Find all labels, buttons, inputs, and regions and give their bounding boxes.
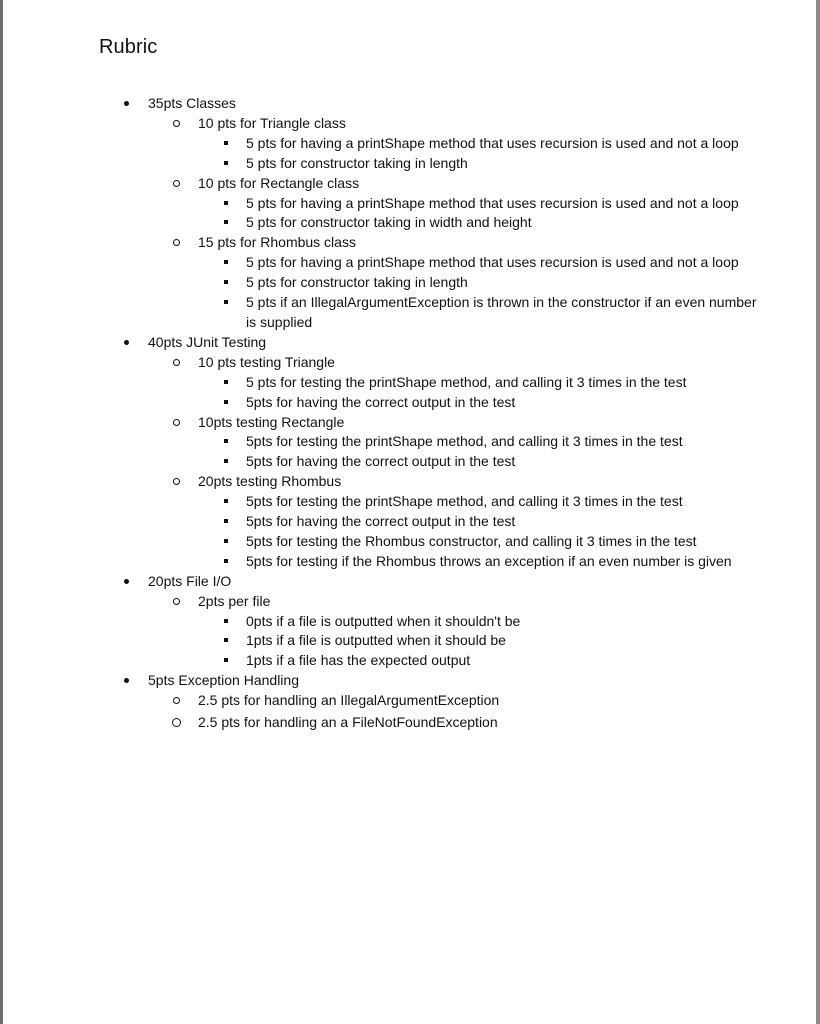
detail-item: [0, 154, 810, 174]
bullet-square-icon: [224, 161, 228, 165]
detail-text: 5pts for testing the printShape method, and calling it 3 times in the test: [246, 433, 683, 450]
detail-item: [0, 213, 810, 233]
criterion-label: 10 pts testing Triangle: [198, 353, 335, 370]
criterion-item: [0, 413, 810, 433]
criterion-item: [0, 174, 810, 194]
section-label: 5pts Exception Handling: [148, 672, 299, 689]
criterion-item: [0, 691, 810, 711]
detail-item: [0, 134, 810, 154]
bullet-disc-icon: [124, 340, 129, 345]
section-item: [0, 671, 810, 691]
criterion-label: 2pts per file: [198, 592, 271, 609]
detail-text: 5pts for having the correct output in the test: [246, 393, 516, 410]
detail-text: 5pts for testing the Rhombus constructor, and calling it 3 times in the test: [246, 532, 697, 549]
bullet-circle-icon: [173, 120, 180, 127]
bullet-circle-icon: [172, 718, 181, 727]
detail-text: 5pts for having the correct output in the test: [246, 513, 516, 530]
bullet-square-icon: [224, 141, 228, 145]
section-label: 20pts File I/O: [148, 572, 232, 589]
bullet-square-icon: [224, 559, 228, 563]
bullet-circle-icon: [173, 180, 180, 187]
bullet-circle-icon: [173, 239, 180, 246]
detail-text: 5 pts for having a printShape method that uses recursion is used and not a loop: [246, 134, 739, 151]
detail-text: 0pts if a file is outputted when it shouldn't be: [246, 612, 521, 629]
bullet-square-icon: [224, 260, 228, 264]
bullet-square-icon: [224, 400, 228, 404]
detail-item: [0, 432, 810, 452]
detail-item: [0, 273, 810, 293]
section-item: [0, 572, 810, 592]
criterion-item: [0, 233, 810, 253]
detail-item: [0, 492, 810, 512]
detail-item: [0, 194, 810, 214]
bullet-square-icon: [224, 280, 228, 284]
rubric-list: [0, 94, 810, 733]
bullet-disc-icon: [124, 101, 129, 106]
detail-text: 5 pts for testing the printShape method, and calling it 3 times in the test: [246, 373, 687, 390]
section-label: 35pts Classes: [148, 95, 236, 111]
criterion-label: 15 pts for Rhombus class: [198, 234, 356, 251]
detail-item: [0, 631, 810, 651]
bullet-square-icon: [224, 201, 228, 205]
bullet-circle-icon: [173, 359, 180, 366]
bullet-circle-icon: [173, 598, 180, 605]
criterion-label: 10pts testing Rectangle: [198, 413, 345, 430]
criterion-item: [0, 472, 810, 492]
bullet-square-icon: [224, 619, 228, 623]
detail-text: 5 pts for having a printShape method that uses recursion is used and not a loop: [246, 194, 739, 211]
bullet-square-icon: [224, 459, 228, 463]
bullet-square-icon: [224, 499, 228, 503]
detail-item: [0, 512, 810, 532]
bullet-circle-icon: [173, 478, 180, 485]
bullet-disc-icon: [124, 678, 129, 683]
bullet-circle-icon: [173, 697, 180, 704]
detail-item: [0, 532, 810, 552]
detail-item: [0, 452, 810, 472]
detail-item: [0, 373, 810, 393]
bullet-square-icon: [224, 220, 228, 224]
detail-text: 5pts for testing if the Rhombus throws an exception if an even number is given: [246, 552, 732, 569]
detail-text: 5 pts for constructor taking in length: [246, 274, 468, 291]
detail-text: 1pts if a file is outputted when it should be: [246, 632, 506, 649]
criterion-item: [0, 114, 810, 134]
bullet-square-icon: [224, 519, 228, 523]
detail-text: 5 pts for constructor taking in width and height: [246, 214, 532, 231]
page-title: Rubric: [99, 36, 158, 58]
detail-item: [0, 612, 810, 632]
detail-text: 5 pts for constructor taking in length: [246, 154, 468, 171]
criterion-label: 2.5 pts for handling an IllegalArgumentException: [198, 692, 500, 709]
bullet-square-icon: [224, 539, 228, 543]
section-item: [0, 94, 810, 114]
bullet-square-icon: [224, 380, 228, 384]
criterion-label: 10 pts for Rectangle class: [198, 174, 360, 191]
detail-item: [0, 293, 810, 333]
detail-text: 5pts for testing the printShape method, and calling it 3 times in the test: [246, 493, 683, 510]
detail-text: 5pts for having the correct output in the test: [246, 453, 516, 470]
criterion-item: [0, 592, 810, 612]
bullet-square-icon: [224, 439, 228, 443]
detail-text: 5 pts for having a printShape method that uses recursion is used and not a loop: [246, 254, 739, 271]
detail-item: [0, 651, 810, 671]
criterion-item: [0, 713, 810, 733]
criterion-item: [0, 353, 810, 373]
bullet-square-icon: [224, 658, 228, 662]
criterion-label: 10 pts for Triangle class: [198, 114, 346, 131]
section-item: [0, 333, 810, 353]
detail-item: [0, 253, 810, 273]
detail-text: 5 pts if an IllegalArgumentException is thrown in the constructor if an even number is supplied: [246, 294, 757, 330]
criterion-label: 20pts testing Rhombus: [198, 473, 342, 490]
bullet-square-icon: [224, 300, 228, 304]
section-label: 40pts JUnit Testing: [148, 333, 267, 350]
detail-item: [0, 552, 810, 572]
bullet-square-icon: [224, 638, 228, 642]
detail-item: [0, 393, 810, 413]
bullet-circle-icon: [173, 419, 180, 426]
criterion-label: 2.5 pts for handling an a FileNotFoundException: [198, 714, 498, 731]
detail-text: 1pts if a file has the expected output: [246, 652, 471, 669]
bullet-disc-icon: [124, 579, 129, 584]
